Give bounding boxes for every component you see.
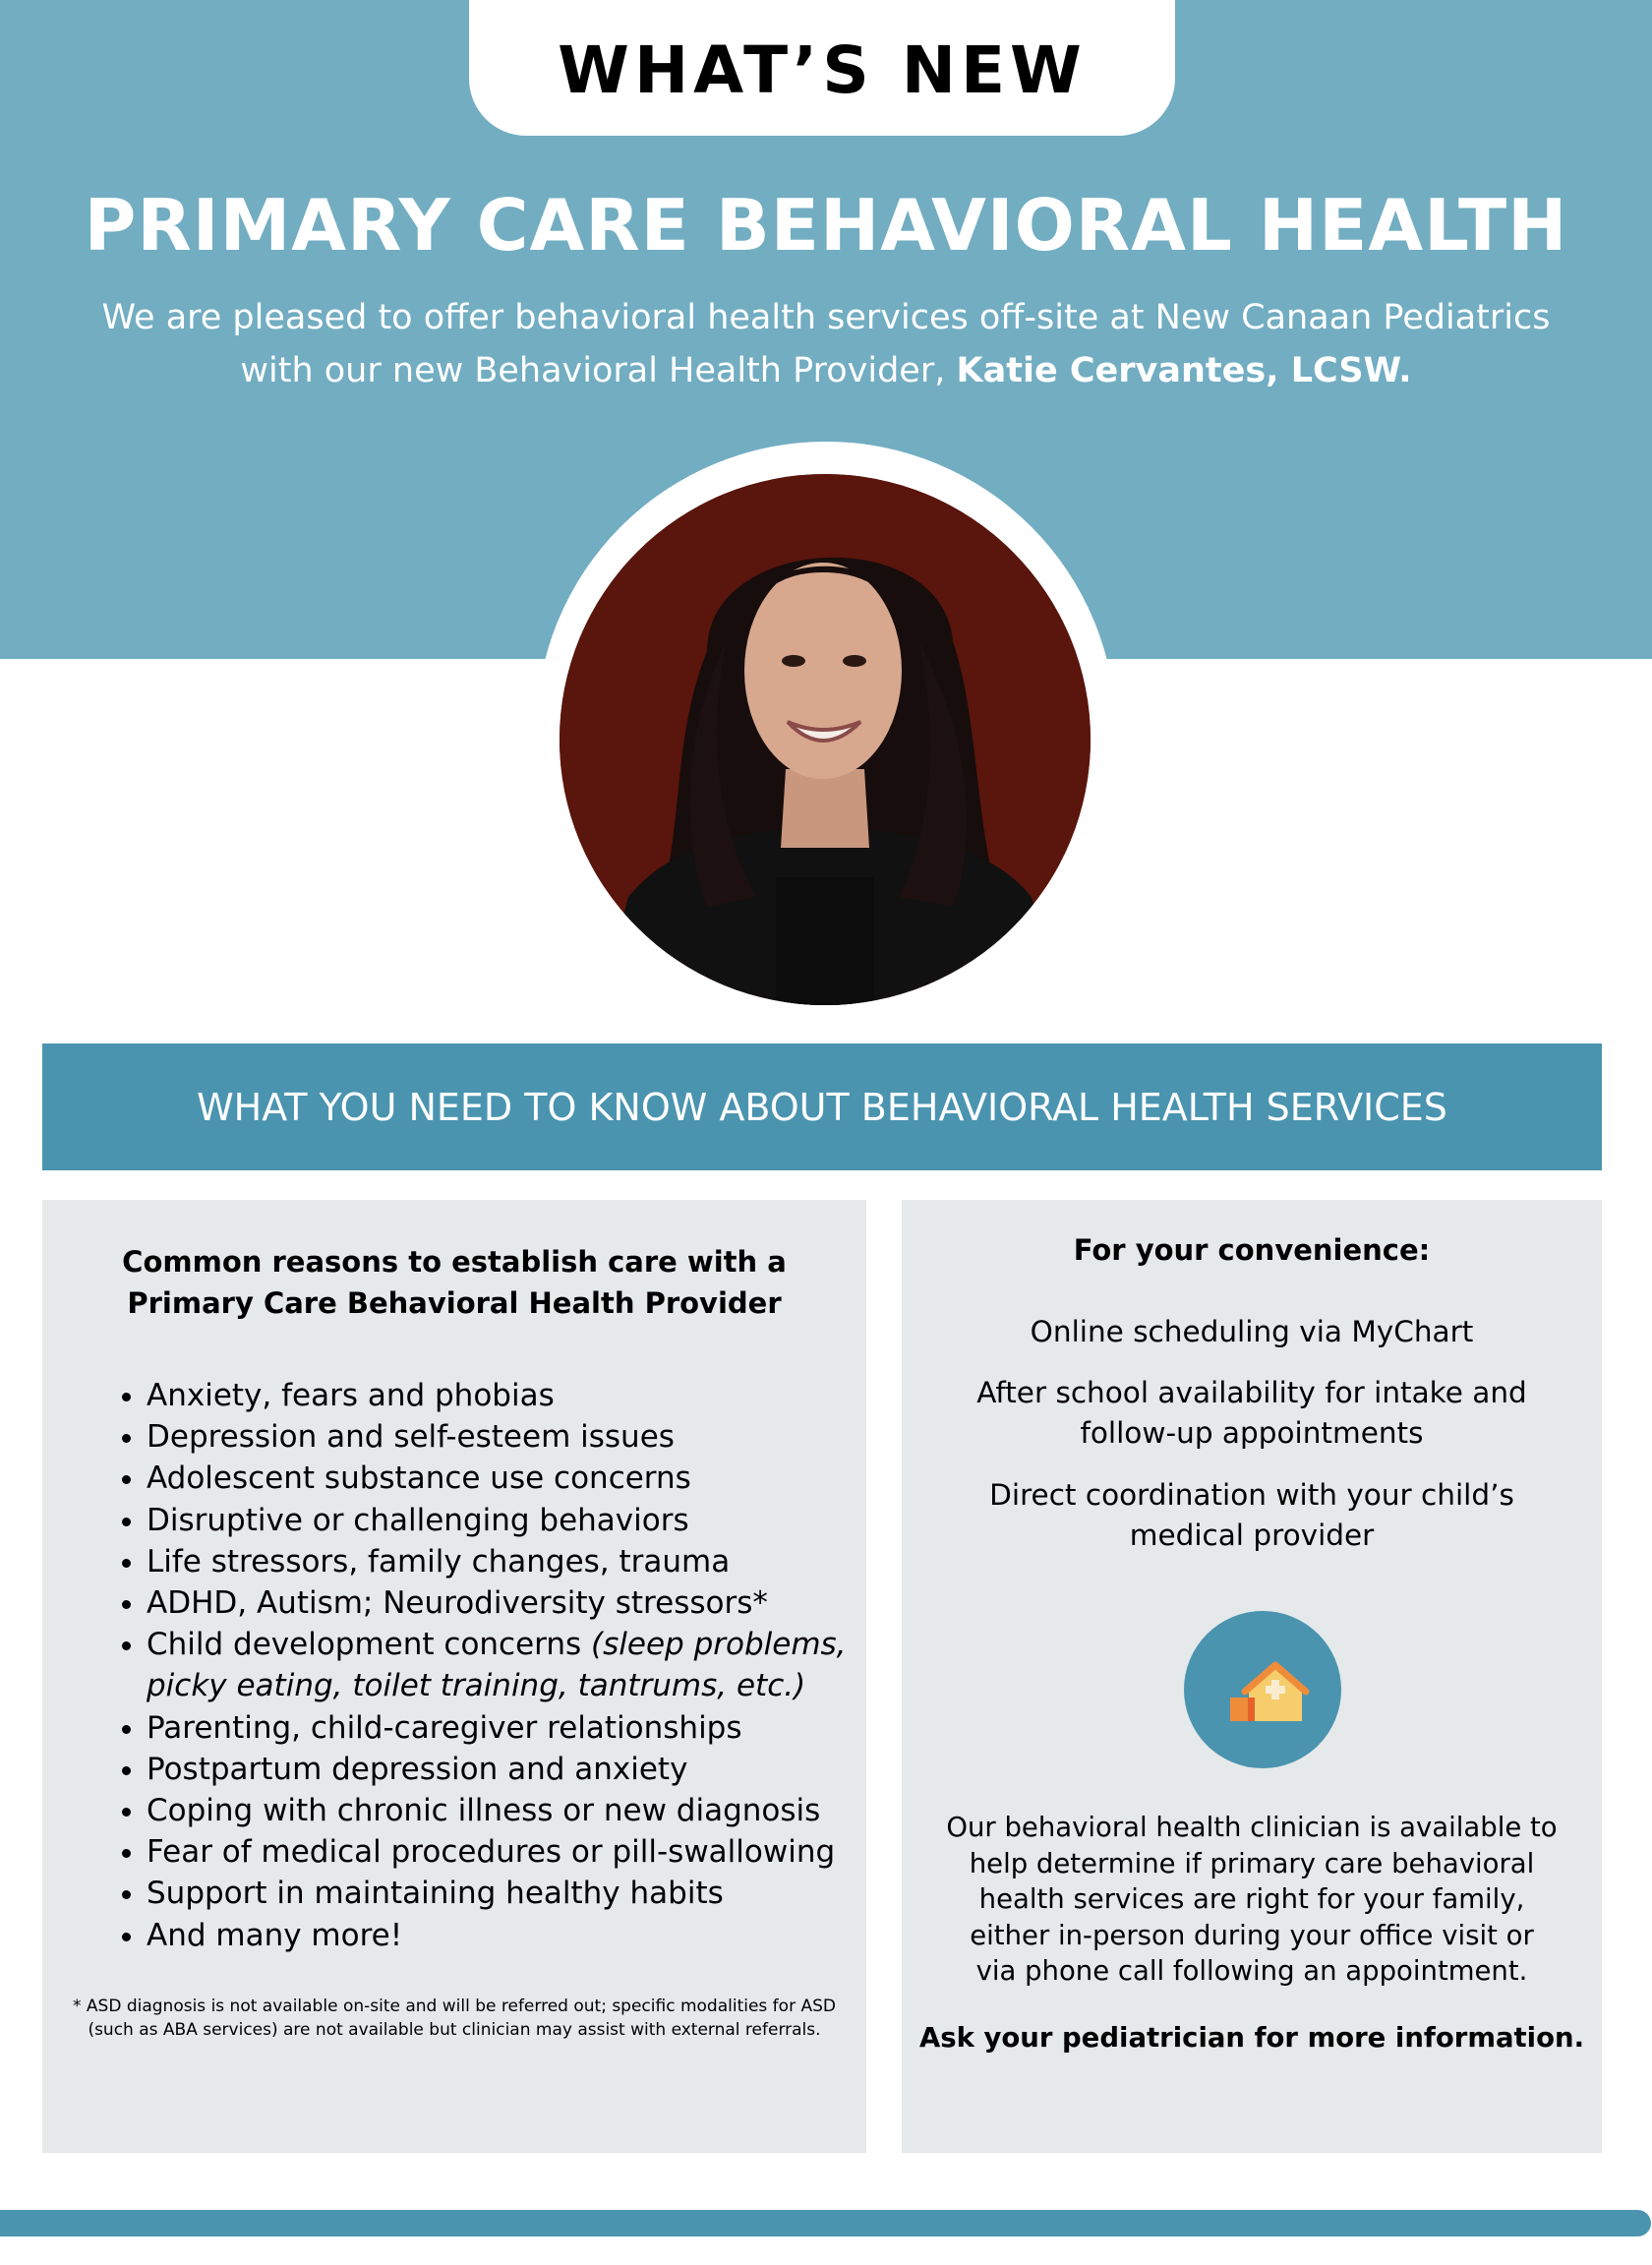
asd-footnote [42,1995,866,2042]
whats-new-badge [469,0,1175,136]
clinic-house-icon [1184,1611,1341,1768]
clinician-availability-text [902,1810,1602,1990]
convenience-item [902,1373,1602,1454]
convenience-panel [902,1200,1602,2153]
convenience-item [902,1475,1602,1556]
intro-line-2-text: with our new Behavioral Health Provider, [240,351,957,390]
child-dev-text: Child development concerns [147,1627,592,1663]
convenience-item-line: follow-up appointments [1080,1416,1424,1450]
portrait-illustration [560,474,1091,1005]
reasons-heading [42,1241,866,1324]
convenience-item-line: Direct coordination with your child’s [989,1478,1514,1512]
intro-text [0,291,1652,397]
convenience-item-line: After school availability for intake and [976,1376,1527,1409]
list-item: • Adolescent substance use concerns [147,1458,894,1499]
convenience-heading: For your convenience: [1073,1233,1431,1267]
reasons-panel [42,1200,866,2153]
section-title: WHAT YOU NEED TO KNOW ABOUT BEHAVIORAL HEALTH SERVICES [197,1085,1447,1129]
list-item: • Fear of medical procedures or pill-swallowing [147,1831,894,1873]
body-line: health services are right for your family, [978,1883,1525,1915]
list-item [147,1624,894,1706]
intro-line-1: We are pleased to offer behavioral health services off-site at New Canaan Pediatrics [101,298,1551,337]
footer-bar [0,2210,1651,2236]
list-item: • Anxiety, fears and phobias [147,1375,894,1416]
intro-line-2 [0,344,1652,397]
convenience-item-line: Online scheduling via MyChart [1030,1315,1474,1348]
reasons-heading-line-2: Primary Care Behavioral Health Provider [127,1286,782,1320]
reasons-heading-line-1: Common reasons to establish care with a [122,1245,787,1279]
child-dev-examples: (sleep problems, picky eating, toilet training, tantrums, etc.) [147,1627,847,1704]
whats-new-label: WHAT’S NEW [558,31,1087,108]
clinic-icon-badge [1184,1611,1341,1768]
convenience-item-line: medical provider [1129,1519,1375,1552]
convenience-item [902,1312,1602,1352]
call-to-action: Ask your pediatrician for more information. [918,2022,1585,2054]
body-line: via phone call following an appointment. [975,1955,1528,1987]
body-line: either in-person during your office visit or [970,1919,1534,1951]
list-item: • Depression and self-esteem issues [147,1416,894,1458]
section-header [42,1043,1602,1170]
list-item: • Life stressors, family changes, trauma [147,1541,894,1582]
page-title: PRIMARY CARE BEHAVIORAL HEALTH [84,184,1568,267]
provider-name: Katie Cervantes, LCSW. [956,351,1412,390]
body-line: help determine if primary care behavioral [969,1847,1535,1879]
reasons-list [103,1375,894,1956]
footnote-line-2: (such as ABA services) are not available but clinician may assist with external referrals. [88,2020,821,2040]
list-item: • ADHD, Autism; Neurodiversity stressors* [147,1582,894,1624]
list-item: • Postpartum depression and anxiety [147,1749,894,1790]
list-item: • And many more! [147,1915,894,1956]
list-item: • Disruptive or challenging behaviors [147,1500,894,1541]
body-line: Our behavioral health clinician is available to [946,1812,1558,1843]
list-item: • Coping with chronic illness or new diagnosis [147,1790,894,1831]
provider-photo [560,474,1091,1005]
list-item: • Parenting, child-caregiver relationships [147,1707,894,1749]
list-item: • Support in maintaining healthy habits [147,1873,894,1914]
footnote-line-1: * ASD diagnosis is not available on-site and will be referred out; specific modalities for ASD [73,1997,836,2016]
